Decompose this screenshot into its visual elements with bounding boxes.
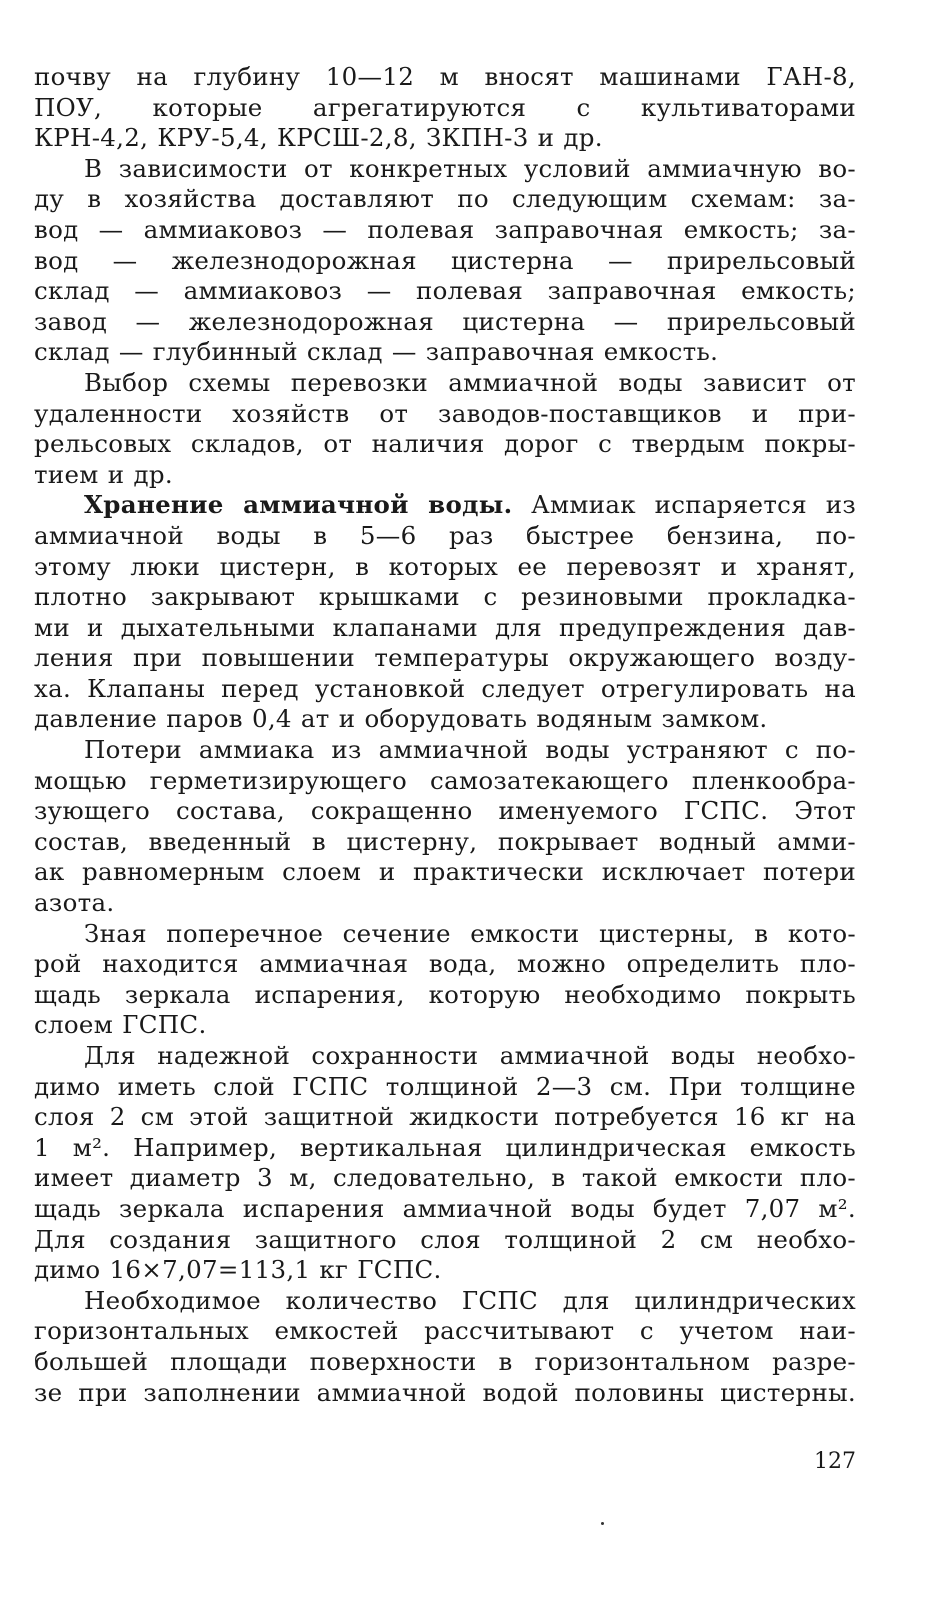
line-text: зе при заполнении аммиачной водой половины цистерны.: [34, 1377, 856, 1407]
line-text: Необходимое количество ГСПС для цилиндрических: [84, 1285, 856, 1315]
page-number: 127: [814, 1449, 856, 1474]
line-text: КРН-4,2, КРУ-5,4, КРСШ-2,8, ЗКПН-3 и др.: [34, 123, 603, 153]
text-line: [34, 796, 856, 827]
line-text: Для надежной сохранности аммиачной воды необхо-: [84, 1041, 856, 1070]
line-text: ления при повышении температуры окружающего возду-: [34, 643, 856, 673]
text-line: [34, 521, 856, 552]
line-text: В зависимости от конкретных условий аммиачную во-: [84, 153, 856, 183]
text-line: [34, 1255, 856, 1286]
text-line: [34, 1163, 856, 1194]
section-heading: Хранение аммиачной воды.: [84, 490, 513, 520]
text-line: [34, 399, 856, 430]
line-text: Потери аммиака из аммиачной воды устраняют с по-: [84, 735, 856, 765]
text-line: [34, 857, 856, 888]
text-line: [34, 980, 856, 1011]
text-line: [34, 1102, 856, 1133]
text-line: [34, 1347, 856, 1378]
line-text: имеет диаметр 3 м, следовательно, в такой емкости пло-: [34, 1163, 856, 1193]
line-text: склад — аммиаковоз — полевая заправочная емкость;: [34, 276, 856, 306]
text-line: [34, 337, 856, 368]
text-line: [34, 1133, 856, 1164]
text-line: [34, 949, 856, 980]
print-speck: [601, 1522, 604, 1525]
text-line: [34, 307, 856, 338]
line-text: мощью герметизирующего самозатекающего пленкообра-: [34, 765, 856, 795]
text-line: [34, 888, 856, 919]
text-line: [34, 368, 856, 399]
text-line: [34, 1378, 856, 1409]
text-line: [34, 827, 856, 858]
line-text: ПОУ, которые агрегатируются с культиваторами: [34, 92, 856, 122]
text-line: [34, 1316, 856, 1347]
text-line: [34, 1225, 856, 1256]
text-line: [34, 643, 856, 674]
body-text: [34, 62, 856, 1408]
line-text: вод — железнодорожная цистерна — прирельсовый: [34, 245, 856, 275]
line-text: ха. Клапаны перед установкой следует отрегулировать на: [34, 673, 856, 703]
line-text: склад — глубинный склад — заправочная емкость.: [34, 337, 719, 367]
line-text: рой находится аммиачная вода, можно определить пло-: [34, 949, 856, 979]
line-text: ми и дыхательными клапанами для предупреждения дав-: [34, 612, 856, 642]
text-line: [34, 93, 856, 124]
line-text: слоем ГСПС.: [34, 1010, 207, 1040]
line-text: Аммиак испаряется из: [512, 490, 856, 520]
line-text: ду в хозяйства доставляют по следующим схемам: за-: [34, 184, 856, 214]
text-line: [34, 184, 856, 215]
line-text: завод — железнодорожная цистерна — прирельсовый: [34, 306, 856, 336]
text-line: [34, 1010, 856, 1041]
text-line: [34, 154, 856, 185]
line-text: рельсовых складов, от наличия дорог с твердым покры-: [34, 429, 856, 459]
text-line: [34, 246, 856, 277]
text-line: [34, 215, 856, 246]
text-line: [34, 62, 856, 93]
line-text: азота.: [34, 888, 115, 918]
text-line: [34, 552, 856, 583]
line-text: большей площади поверхности в горизонтальном разре-: [34, 1346, 856, 1376]
line-text: вод — аммиаковоз — полевая заправочная емкость; за-: [34, 214, 856, 244]
line-text: слоя 2 см этой защитной жидкости потребуется 16 кг на: [34, 1102, 856, 1132]
text-line: [34, 704, 856, 735]
line-text: удаленности хозяйств от заводов-поставщиков и при-: [34, 398, 856, 428]
line-text: аммиачной воды в 5—6 раз быстрее бензина, по-: [34, 520, 856, 550]
text-line: [34, 276, 856, 307]
line-text: щадь зеркала испарения аммиачной воды будет 7,07 м².: [34, 1193, 856, 1223]
line-text: щадь зеркала испарения, которую необходимо покрыть: [34, 979, 856, 1009]
line-text: Выбор схемы перевозки аммиачной воды зависит от: [84, 367, 856, 397]
line-text: почву на глубину 10—12 м вносят машинами ГАН-8,: [34, 62, 856, 91]
line-text: давление паров 0,4 ат и оборудовать водяным замком.: [34, 704, 768, 734]
line-text: плотно закрывают крышками с резиновыми прокладка-: [34, 582, 856, 612]
text-line: [34, 1286, 856, 1317]
line-text: Для создания защитного слоя толщиной 2 см необхо-: [34, 1224, 856, 1254]
text-line: [34, 429, 856, 460]
line-text: ак равномерным слоем и практически исключает потери: [34, 857, 856, 887]
text-line: [34, 919, 856, 950]
text-line: [34, 490, 856, 521]
text-line: [34, 1072, 856, 1103]
text-line: [34, 460, 856, 491]
line-text: Зная поперечное сечение емкости цистерны, в кото-: [84, 918, 856, 948]
text-line: [34, 582, 856, 613]
text-line: [34, 613, 856, 644]
line-text: зующего состава, сокращенно именуемого ГСПС. Этот: [34, 796, 856, 826]
text-line: [34, 766, 856, 797]
text-line: [34, 123, 856, 154]
text-line: [34, 674, 856, 705]
line-text: тием и др.: [34, 459, 173, 489]
line-text: димо 16×7,07=113,1 кг ГСПС.: [34, 1255, 442, 1285]
line-text: горизонтальных емкостей рассчитывают с учетом наи-: [34, 1316, 856, 1346]
text-line: [34, 1194, 856, 1225]
line-text: димо иметь слой ГСПС толщиной 2—3 см. При толщине: [34, 1071, 856, 1101]
line-text: этому люки цистерн, в которых ее перевозят и хранят,: [34, 551, 856, 581]
text-line: [34, 735, 856, 766]
line-text: состав, введенный в цистерну, покрывает водный амми-: [34, 826, 856, 856]
text-line: [34, 1041, 856, 1072]
line-text: 1 м². Например, вертикальная цилиндрическая емкость: [34, 1132, 856, 1162]
